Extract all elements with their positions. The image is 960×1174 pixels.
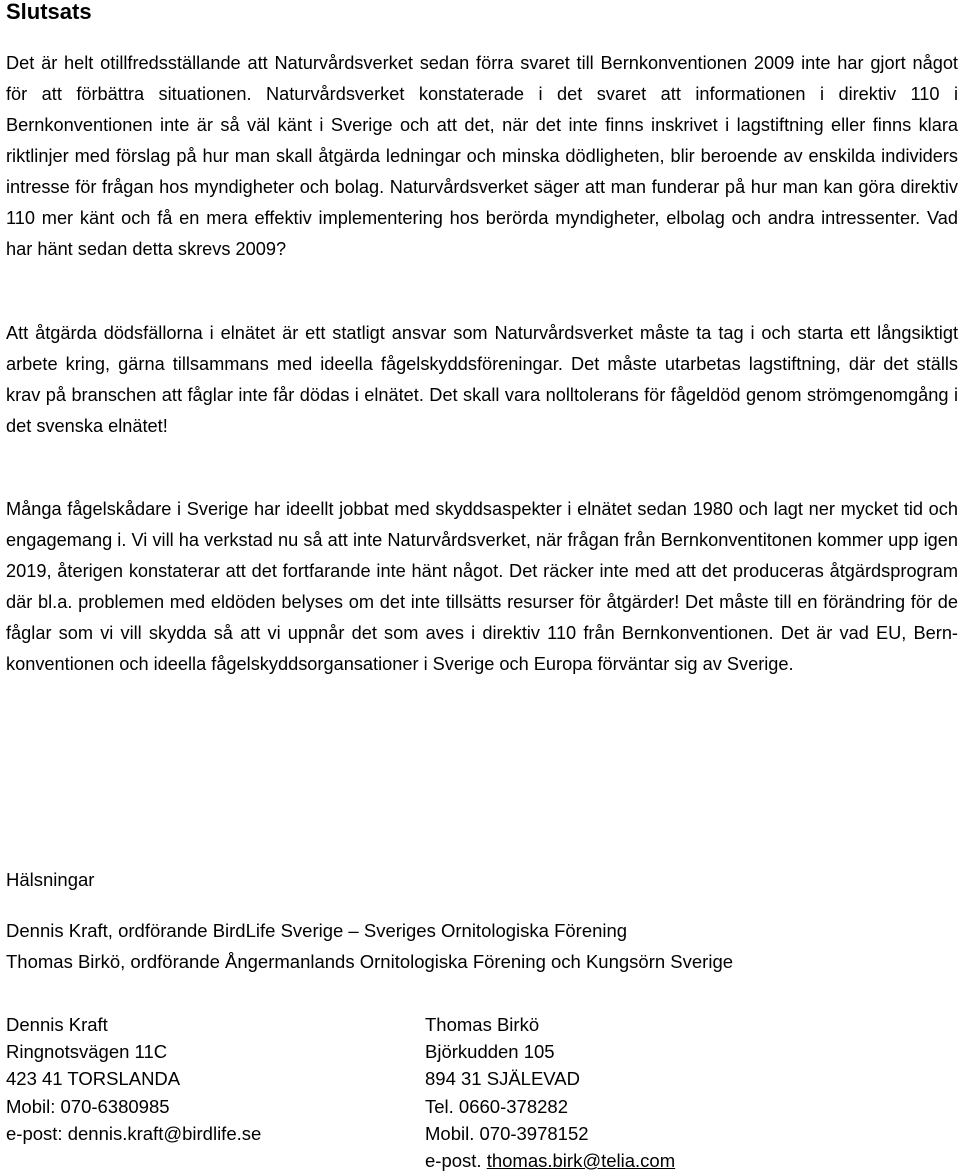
contact-mobile: Mobil. 070-3978152	[425, 1122, 589, 1144]
paragraph-3: Många fågelskådare i Sverige har ideellt jobbat med skyddsaspekter i elnätet sedan 1980 och lagt ner mycket tid och engagemang i. Vi vill ha verkstad nu så att inte Naturvårdsverket, när frågan från Bernkonventitonen kommer upp igen 2019, återigen konstaterar att det fortfarande inte hänt något. Det räcker inte med att det produceras åtgärdsprogram där bl.a. problemen med eldöden belyses om det inte tillsätts resurser för åtgärder! Det måste till en förändring för de fåglar som vi vill skydda så att vi uppnår det som aves i direktiv 110 från Bernkonventionen. Det är vad EU, Bern-konventionen och ideella fågelskyddsorgansationer i Sverige och Europa förväntar sig av Sverige.	[6, 499, 958, 674]
paragraph-2: Att åtgärda dödsfällorna i elnätet är ett statligt ansvar som Naturvårdsverket måste ta tag i och starta ett långsiktigt arbete kring, gärna tillsammans med ideella fågelskyddsföreningar. Det måste utarbetas lagstiftning, där det ställs krav på branschen att fåglar inte får dödas i elnätet. Det skall vara nolltolerans för fågeldöd genom strömgenomgång i det svenska elnätet!	[6, 323, 958, 436]
email-prefix: e-post.	[425, 1150, 487, 1172]
contact-email-line	[425, 1147, 825, 1174]
contact-block-dennis-kraft	[6, 1011, 406, 1147]
contact-name: Thomas Birkö	[425, 1014, 540, 1035]
signatory-line-1: Dennis Kraft, ordförande BirdLife Sverige – Sveriges Ornitologiska Förening	[6, 920, 628, 941]
email-link[interactable]: thomas.birk@telia.com	[486, 1150, 676, 1172]
contact-phone: Tel. 0660-378282	[425, 1095, 568, 1117]
paragraph-1: Det är helt otillfredsställande att Naturvårdsverket sedan förra svaret till Bernkonventionen 2009 inte har gjort något för att förbättra situationen. Naturvårdsverket konstaterade i det svaret att informationen i direktiv 110 i Bernkonventionen inte är så väl känt i Sverige och att det, när det inte finns inskrivet i lagstiftning eller finns klara riktlinjer med förslag på hur man skall åtgärda ledningar och minska dödligheten, blir beroende av enskilda individers intresse för frågan hos myndigheter och bolag. Naturvårdsverket säger att man funderar på hur man kan göra direktiv 110 mer känt och få en mera effektiv implementering hos berörda myndigheter, elbolag och andra intressenter. Vad har hänt sedan detta skrevs 2009?	[6, 53, 958, 259]
section-heading: Slutsats	[6, 0, 92, 24]
signatory-line-2: Thomas Birkö, ordförande Ångermanlands Ornitologiska Förening och Kungsörn Sverige	[6, 951, 734, 972]
contact-city: 423 41 TORSLANDA	[6, 1068, 181, 1090]
contact-mobile: Mobil: 070-6380985	[6, 1095, 170, 1117]
contact-street: Ringnotsvägen 11C	[6, 1041, 168, 1063]
contact-name: Dennis Kraft	[6, 1014, 108, 1035]
contact-street: Björkudden 105	[425, 1041, 555, 1063]
contact-block-thomas-birko	[425, 1011, 825, 1174]
contact-city: 894 31 SJÄLEVAD	[425, 1068, 580, 1090]
contact-email: e-post: dennis.kraft@birdlife.se	[6, 1122, 262, 1144]
greeting: Hälsningar	[6, 869, 95, 890]
